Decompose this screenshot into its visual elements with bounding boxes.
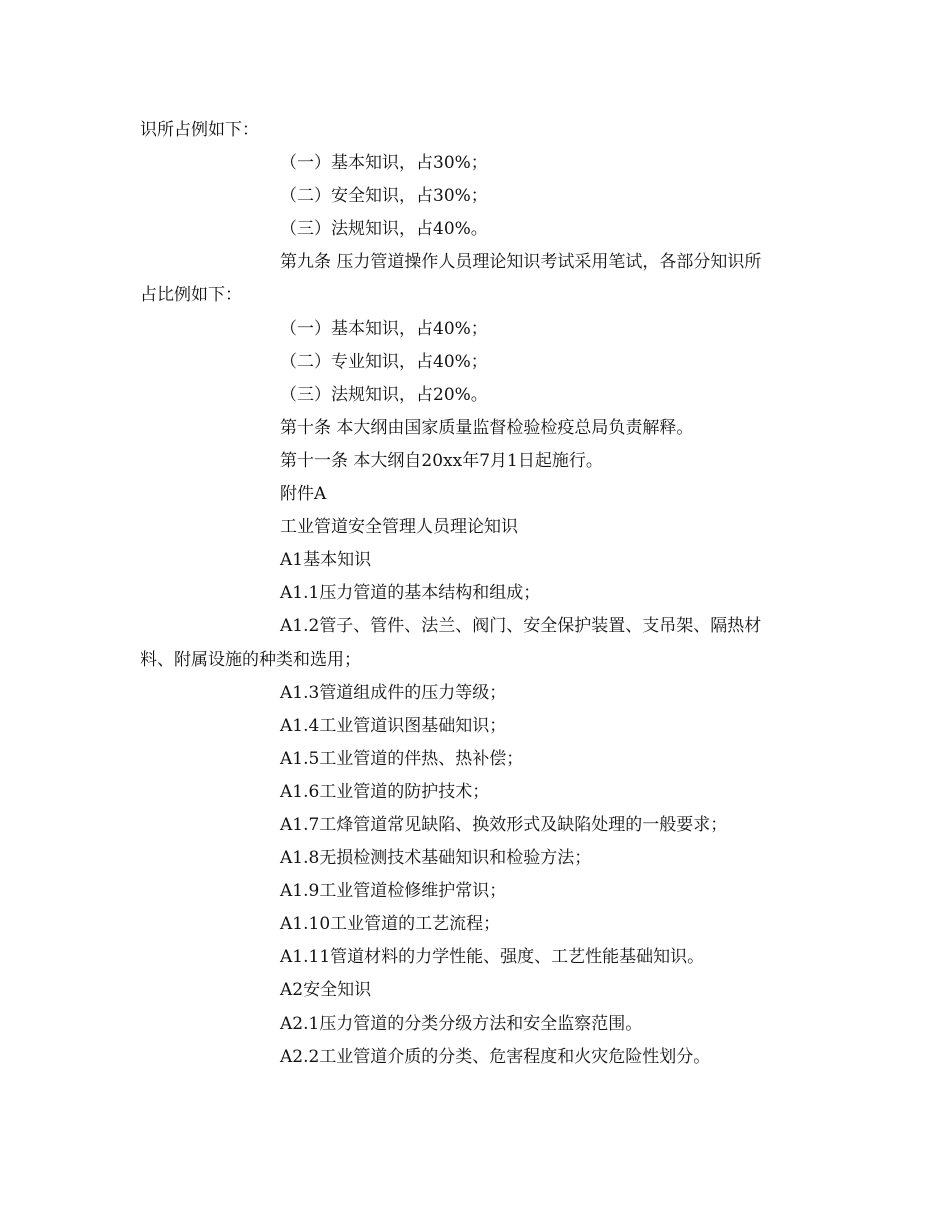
text-line-4: 第九条 压力管道操作人员理论知识考试采用笔试，各部分知识所 bbox=[280, 252, 762, 273]
text-line-18: A1.4工业管道识图基础知识； bbox=[280, 715, 507, 736]
text-line-16: 料、附属设施的种类和选用； bbox=[140, 649, 361, 670]
text-line-9: 第十条 本大纲由国家质量监督检验检疫总局负责解释。 bbox=[280, 417, 694, 438]
text-line-24: A1.10工业管道的工艺流程； bbox=[280, 914, 501, 935]
text-line-0: 识所占例如下： bbox=[140, 120, 259, 140]
text-line-26: A2安全知识 bbox=[280, 980, 372, 1001]
text-line-6: （一）基本知识，占40%； bbox=[280, 318, 488, 339]
document-body bbox=[140, 114, 812, 1074]
text-line-2: （二）安全知识，占30%； bbox=[280, 186, 488, 207]
text-line-5: 占比例如下： bbox=[140, 285, 242, 306]
text-line-11: 附件A bbox=[280, 484, 327, 505]
text-line-21: A1.7工烽管道常见缺陷、换效形式及缺陷处理的一般要求； bbox=[280, 814, 728, 835]
text-line-10: 第十一条 本大纲自20xx年7月1日起施行。 bbox=[280, 450, 603, 471]
text-line-27: A2.1压力管道的分类分级方法和安全监察范围。 bbox=[280, 1013, 643, 1034]
text-line-17: A1.3管道组成件的压力等级； bbox=[280, 682, 507, 703]
text-line-19: A1.5工业管道的伴热、热补偿； bbox=[280, 748, 524, 769]
text-line-1: （一）基本知识，占30%； bbox=[280, 153, 488, 174]
text-line-20: A1.6工业管道的防护技术； bbox=[280, 781, 490, 802]
text-line-28: A2.2工业管道介质的分类、危害程度和火灾危险性划分。 bbox=[280, 1046, 711, 1067]
text-line-22: A1.8无损检测技术基础知识和检验方法； bbox=[280, 848, 592, 869]
text-line-8: （三）法规知识，占20%。 bbox=[280, 384, 488, 405]
text-line-23: A1.9工业管道检修维护常识； bbox=[280, 881, 507, 902]
text-line-15: A1.2管子、管件、法兰、阀门、安全保护装置、支吊架、隔热材 bbox=[280, 616, 762, 637]
text-line-14: A1.1压力管道的基本结构和组成； bbox=[280, 583, 541, 604]
text-line-25: A1.11管道材料的力学性能、强度、工艺性能基础知识。 bbox=[280, 947, 705, 968]
text-line-3: （三）法规知识，占40%。 bbox=[280, 219, 488, 240]
text-line-7: （二）专业知识，占40%； bbox=[280, 351, 488, 372]
text-line-13: A1基本知识 bbox=[280, 550, 372, 571]
text-line-12: 工业管道安全管理人员理论知识 bbox=[280, 517, 518, 538]
